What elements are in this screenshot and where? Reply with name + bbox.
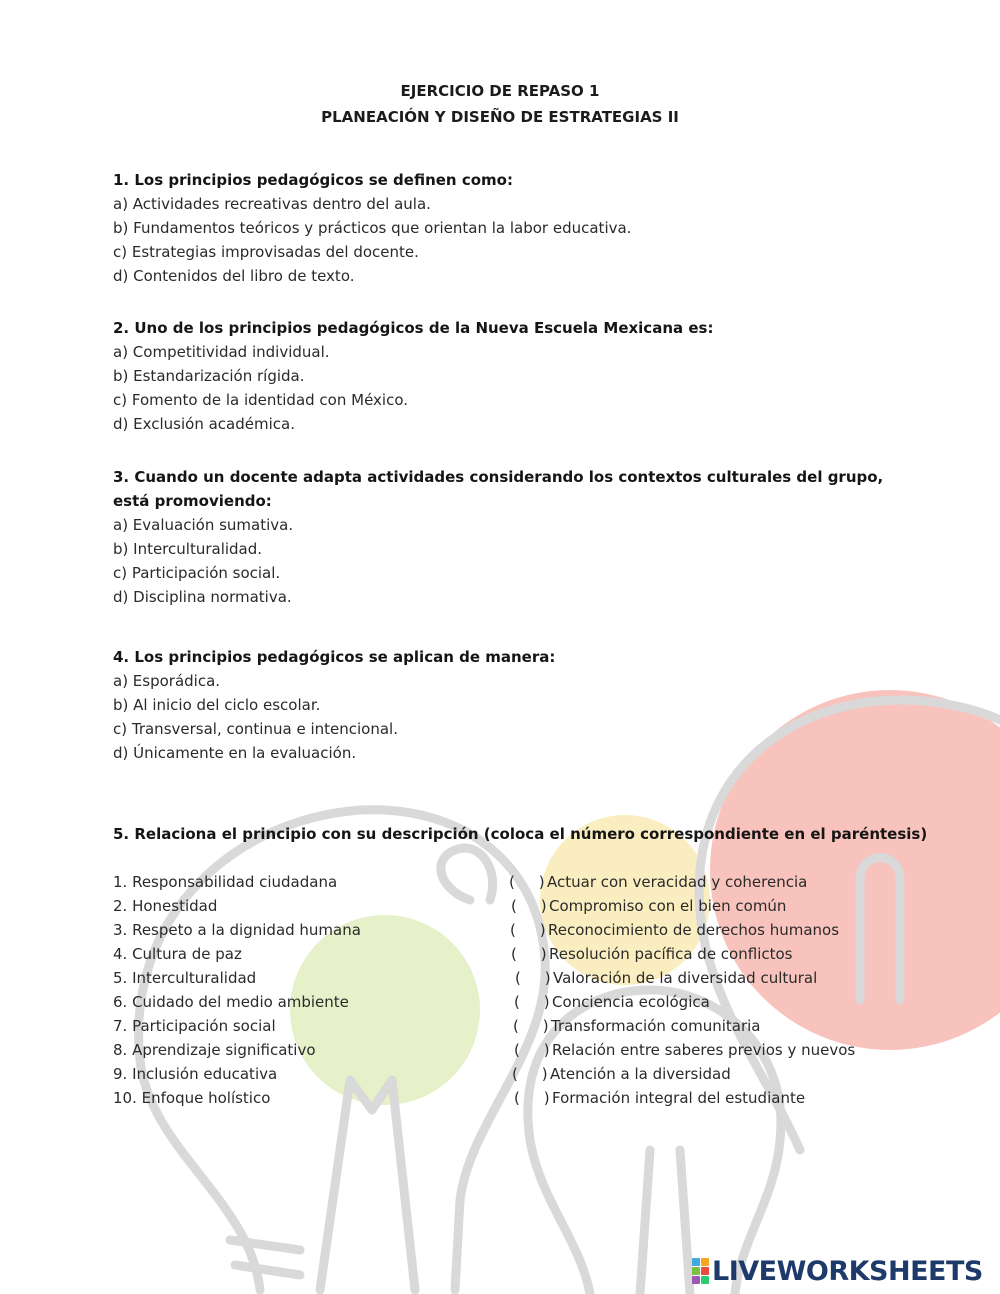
matching-heading: 5. Relaciona el principio con su descripción (coloca el número correspondiente en el paréntesis) (113, 825, 928, 843)
description-label: Resolución pacífica de conflictos (549, 945, 793, 963)
question-stem: 1. Los principios pedagógicos se definen como: (113, 171, 513, 189)
answer-blank[interactable]: ( ) (510, 921, 546, 939)
question-stem: 4. Los principios pedagógicos se aplican de manera: (113, 648, 556, 666)
principle-label: 7. Participación social (113, 1017, 276, 1035)
answer-blank[interactable]: ( ) (513, 1017, 549, 1035)
description-label: Reconocimiento de derechos humanos (548, 921, 840, 939)
description-label: Valoración de la diversidad cultural (553, 969, 818, 987)
question-4 (113, 645, 893, 765)
principle-label: 8. Aprendizaje significativo (113, 1041, 316, 1059)
answer-blank[interactable]: ( ) (514, 993, 550, 1011)
matching-row (113, 1086, 913, 1110)
answer-blank[interactable]: ( ) (512, 1065, 548, 1083)
answer-blank[interactable]: ( ) (515, 969, 551, 987)
liveworksheets-logo[interactable] (692, 1254, 983, 1288)
option-b: b) Interculturalidad. (113, 540, 263, 558)
option-c: c) Transversal, continua e intencional. (113, 720, 398, 738)
description-label: Actuar con veracidad y coherencia (547, 873, 808, 891)
matching-row (113, 894, 913, 918)
answer-blank[interactable]: ( ) (509, 873, 545, 891)
question-stem-line-2: está promoviendo: (113, 492, 272, 510)
option-b: b) Fundamentos teóricos y prácticos que orientan la labor educativa. (113, 219, 632, 237)
description-label: Relación entre saberes previos y nuevos (552, 1041, 856, 1059)
matching-row (113, 1062, 913, 1086)
option-a: a) Evaluación sumativa. (113, 516, 294, 534)
question-1 (113, 168, 893, 288)
principle-label: 3. Respeto a la dignidad humana (113, 921, 361, 939)
matching-row (113, 990, 913, 1014)
answer-blank[interactable]: ( ) (511, 945, 547, 963)
option-b: b) Estandarización rígida. (113, 367, 305, 385)
question-stem: 2. Uno de los principios pedagógicos de la Nueva Escuela Mexicana es: (113, 319, 714, 337)
question-3 (113, 465, 893, 609)
option-c: c) Fomento de la identidad con México. (113, 391, 409, 409)
option-a: a) Actividades recreativas dentro del aula. (113, 195, 431, 213)
principle-label: 5. Interculturalidad (113, 969, 257, 987)
description-label: Conciencia ecológica (552, 993, 710, 1011)
principle-label: 4. Cultura de paz (113, 945, 242, 963)
question-2 (113, 316, 893, 436)
option-d: d) Disciplina normativa. (113, 588, 292, 606)
answer-blank[interactable]: ( ) (514, 1089, 550, 1107)
matching-row (113, 918, 913, 942)
option-d: d) Únicamente en la evaluación. (113, 744, 357, 762)
option-a: a) Competitividad individual. (113, 343, 330, 361)
matching-row (113, 1038, 913, 1062)
option-b: b) Al inicio del ciclo escolar. (113, 696, 321, 714)
option-a: a) Esporádica. (113, 672, 221, 690)
principle-label: 10. Enfoque holístico (113, 1089, 271, 1107)
option-d: d) Contenidos del libro de texto. (113, 267, 355, 285)
description-label: Transformación comunitaria (551, 1017, 761, 1035)
course-title: PLANEACIÓN Y DISEÑO DE ESTRATEGIAS II (321, 108, 679, 126)
description-label: Compromiso con el bien común (549, 897, 787, 915)
matching-row (113, 1014, 913, 1038)
worksheet-title: EJERCICIO DE REPASO 1 (400, 82, 600, 100)
matching-row (113, 942, 913, 966)
principle-label: 6. Cuidado del medio ambiente (113, 993, 349, 1011)
principle-label: 9. Inclusión educativa (113, 1065, 278, 1083)
answer-blank[interactable]: ( ) (514, 1041, 550, 1059)
option-c: c) Participación social. (113, 564, 281, 582)
option-c: c) Estrategias improvisadas del docente. (113, 243, 419, 261)
option-d: d) Exclusión académica. (113, 415, 295, 433)
question-stem-line-1: 3. Cuando un docente adapta actividades considerando los contextos culturales del grupo, (113, 468, 884, 486)
principle-label: 2. Honestidad (113, 897, 218, 915)
answer-blank[interactable]: ( ) (511, 897, 547, 915)
matching-row (113, 966, 913, 990)
logo-text: LIVEWORKSHEETS (712, 1255, 983, 1287)
matching-row (113, 870, 913, 894)
logo-mark-icon (692, 1258, 709, 1284)
description-label: Atención a la diversidad (550, 1065, 731, 1083)
description-label: Formación integral del estudiante (552, 1089, 806, 1107)
principle-label: 1. Responsabilidad ciudadana (113, 873, 338, 891)
